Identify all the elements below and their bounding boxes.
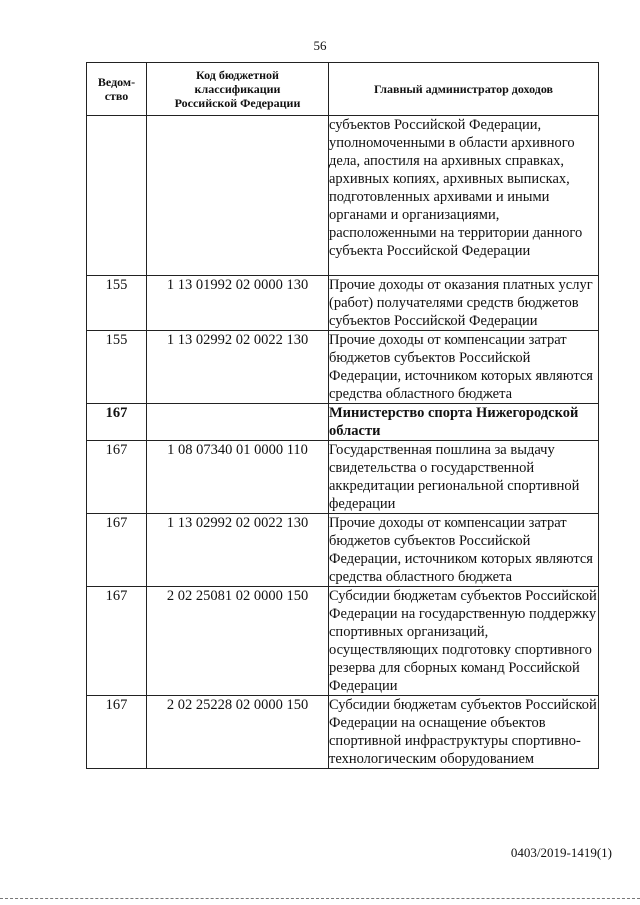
code-cell: 1 13 02992 02 0022 130 xyxy=(147,514,329,587)
administrator-cell: Прочие доходы от оказания платных услуг (работ) получателями средств бюджетов субъектов Российской Федерации xyxy=(329,276,599,331)
header-code-label: Код бюджетной классификации Российской Федерации xyxy=(174,68,301,110)
administrator-cell: субъектов Российской Федерации, уполномоченными в области архивного дела, апостиля на архивных справках, архивных копиях, архивных выписках, подготовленных архивами и иными органами и организациями, расположенными на территории данного субъекта Российской Федерации xyxy=(329,116,599,276)
table-row xyxy=(87,696,599,769)
header-department xyxy=(87,63,147,116)
table-row-ministry-heading xyxy=(87,404,599,441)
table-row xyxy=(87,331,599,404)
header-code xyxy=(147,63,329,116)
code-cell: 2 02 25228 02 0000 150 xyxy=(147,696,329,769)
administrator-cell: Прочие доходы от компенсации затрат бюджетов субъектов Российской Федерации, источником которых являются средства областного бюджета xyxy=(329,331,599,404)
table-row xyxy=(87,587,599,696)
code-cell xyxy=(147,116,329,276)
administrator-cell: Государственная пошлина за выдачу свидетельства о государственной аккредитации региональной спортивной федерации xyxy=(329,441,599,514)
department-cell: 167 xyxy=(87,441,147,514)
table-row xyxy=(87,514,599,587)
department-cell: 167 xyxy=(87,696,147,769)
department-cell: 167 xyxy=(87,587,147,696)
table-row xyxy=(87,441,599,514)
code-cell: 1 13 01992 02 0000 130 xyxy=(147,276,329,331)
code-cell: 1 13 02992 02 0022 130 xyxy=(147,331,329,404)
header-department-label: Ведом- ство xyxy=(97,75,136,103)
department-cell: 167 xyxy=(87,404,147,441)
revenue-administrators-table xyxy=(86,62,599,769)
code-cell: 2 02 25081 02 0000 150 xyxy=(147,587,329,696)
table-header-row xyxy=(87,63,599,116)
header-administrator xyxy=(329,63,599,116)
document-reference: 0403/2019-1419(1) xyxy=(510,845,612,860)
administrator-cell: Субсидии бюджетам субъектов Российской Федерации на оснащение объектов спортивной инфраструктуры спортивно-технологическим оборудованием xyxy=(329,697,597,767)
department-cell: 167 xyxy=(87,514,147,587)
department-cell: 155 xyxy=(87,276,147,331)
table-row xyxy=(87,276,599,331)
code-cell xyxy=(147,404,329,441)
administrator-cell: Прочие доходы от компенсации затрат бюджетов субъектов Российской Федерации, источником которых являются средства областного бюджета xyxy=(329,514,599,587)
administrator-cell: Министерство спорта Нижегородской области xyxy=(329,404,599,441)
code-cell: 1 08 07340 01 0000 110 xyxy=(147,441,329,514)
department-cell xyxy=(87,116,147,276)
page-bottom-divider xyxy=(0,898,640,899)
page-number: 56 xyxy=(313,38,327,53)
table-row xyxy=(87,116,599,276)
administrator-cell: Субсидии бюджетам субъектов Российской Федерации на государственную поддержку спортивных организаций, осуществляющих подготовку спортивного резерва для сборных команд Российской Федерации xyxy=(329,588,597,694)
header-administrator-label: Главный администратор доходов xyxy=(373,82,554,96)
department-cell: 155 xyxy=(87,331,147,404)
